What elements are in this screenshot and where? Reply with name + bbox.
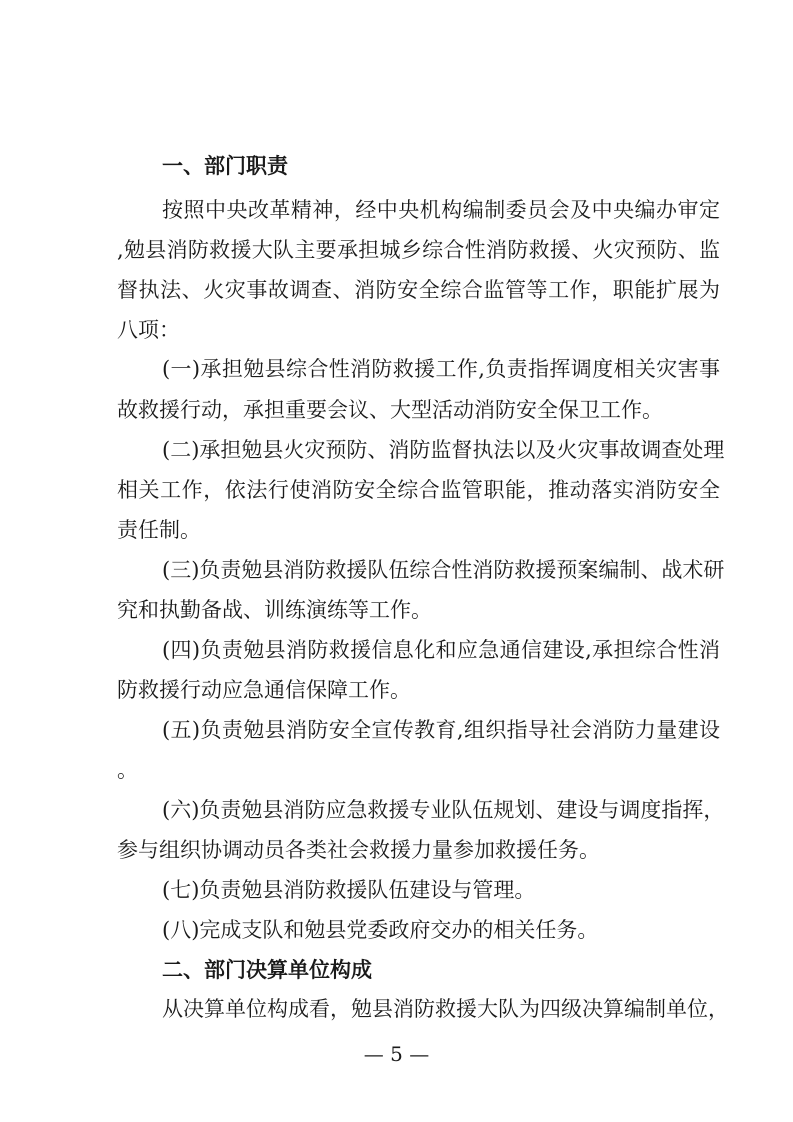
page-number: — 5 —	[363, 1042, 430, 1066]
intro-line-1: 按照中央改革精神，经中央机构编制委员会及中央编办审定	[162, 198, 720, 222]
intro-line-4: 八项：	[117, 318, 180, 342]
intro-line-2: ,勉县消防救援大队主要承担城乡综合性消防救援、火灾预防、监	[117, 238, 720, 262]
duty-6-line-2: 参与组织协调动员各类社会救援力量参加救援任务。	[117, 838, 600, 862]
duty-1-line-2: 故救援行动，承担重要会议、大型活动消防安全保卫工作。	[117, 398, 663, 422]
section-heading-duties: 一、部门职责	[162, 154, 288, 178]
section2-line-1: 从决算单位构成看，勉县消防救援大队为四级决算编制单位，	[162, 997, 729, 1021]
duty-4-line-1: (四)负责勉县消防救援信息化和应急通信建设,承担综合性消	[162, 638, 720, 662]
duty-6-line-1: (六)负责勉县消防应急救援专业队伍规划、建设与调度指挥，	[162, 798, 725, 822]
duty-3-line-1: (三)负责勉县消防救援队伍综合性消防救援预案编制、战术研	[162, 558, 725, 582]
duty-7-line-1: (七)负责勉县消防救援队伍建设与管理。	[162, 878, 536, 902]
duty-5-line-2: 。	[117, 758, 138, 782]
duty-3-line-2: 究和执勤备战、训练演练等工作。	[117, 598, 432, 622]
duty-2-line-2: 相关工作，依法行使消防安全综合监管职能，推动落实消防安全	[117, 478, 720, 502]
duty-2-line-3: 责任制。	[117, 518, 201, 542]
duty-4-line-2: 防救援行动应急通信保障工作。	[117, 678, 411, 702]
duty-1-line-1: (一)承担勉县综合性消防救援工作,负责指挥调度相关灾害事	[162, 357, 720, 381]
section-heading-units: 二、部门决算单位构成	[162, 958, 372, 982]
duty-2-line-1: (二)承担勉县火灾预防、消防监督执法以及火灾事故调查处理	[162, 438, 725, 462]
duty-5-line-1: (五)负责勉县消防安全宣传教育,组织指导社会消防力量建设	[162, 718, 720, 742]
intro-line-3: 督执法、火灾事故调查、消防安全综合监管等工作，职能扩展为	[117, 278, 720, 302]
duty-8-line-1: (八)完成支队和勉县党委政府交办的相关任务。	[162, 918, 599, 942]
